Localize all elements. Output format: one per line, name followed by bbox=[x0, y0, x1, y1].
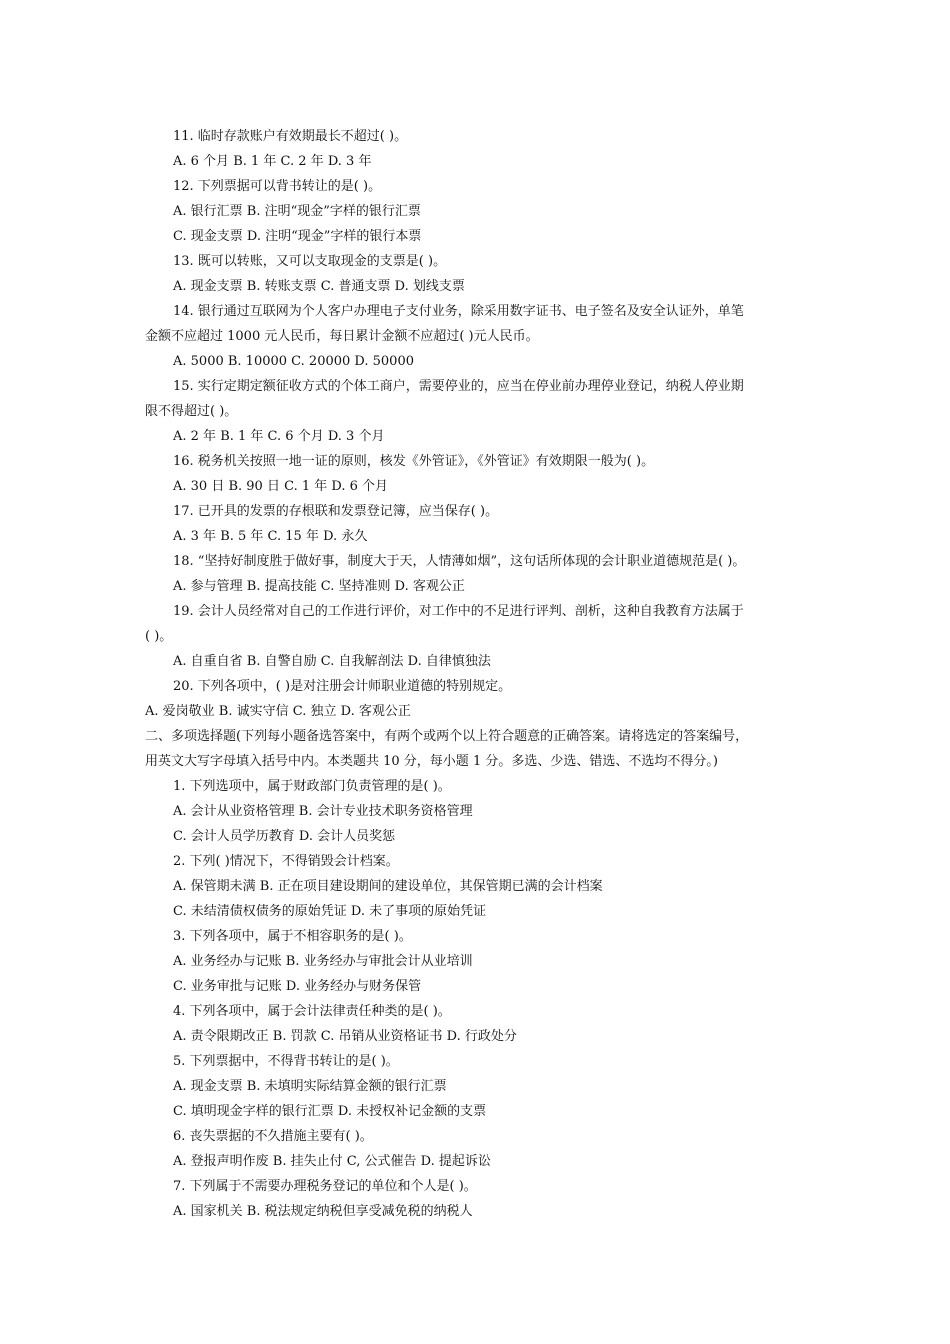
text-line: 11. 临时存款账户有效期最长不超过( )。 bbox=[173, 129, 408, 144]
text-line: 15. 实行定期定额征收方式的个体工商户，需要停业的，应当在停业前办理停业登记，纳税人停业期 bbox=[173, 379, 744, 394]
text-line: 限不得超过( )。 bbox=[145, 404, 238, 419]
text-line: C. 未结清债权债务的原始凭证 D. 未了事项的原始凭证 bbox=[173, 904, 487, 919]
text-line: 2. 下列( )情况下，不得销毁会计档案。 bbox=[173, 854, 399, 869]
text-line: 19. 会计人员经常对自己的工作进行评价，对工作中的不足进行评判、剖析，这种自我教育方法属于 bbox=[173, 604, 744, 619]
text-line: A. 5000 B. 10000 C. 20000 D. 50000 bbox=[173, 354, 414, 369]
text-line: A. 业务经办与记账 B. 业务经办与审批会计从业培训 bbox=[173, 954, 473, 969]
text-line: 14. 银行通过互联网为个人客户办理电子支付业务，除采用数字证书、电子签名及安全认证外，单笔 bbox=[173, 304, 744, 319]
text-line: C. 业务审批与记账 D. 业务经办与财务保管 bbox=[173, 979, 422, 994]
text-line: A. 国家机关 B. 税法规定纳税但享受减免税的纳税人 bbox=[173, 1204, 473, 1219]
text-line: A. 6 个月 B. 1 年 C. 2 年 D. 3 年 bbox=[173, 154, 372, 169]
text-line: A. 2 年 B. 1 年 C. 6 个月 D. 3 个月 bbox=[173, 429, 385, 444]
text-line: A. 自重自省 B. 自警自励 C. 自我解剖法 D. 自律慎独法 bbox=[173, 654, 491, 669]
text-line: 7. 下列属于不需要办理税务登记的单位和个人是( )。 bbox=[173, 1179, 477, 1194]
text-line: 用英文大写字母填入括号中内。本类题共 10 分，每小题 1 分。多选、少选、错选、不选均不得分。) bbox=[145, 754, 718, 769]
text-line: 12. 下列票据可以背书转让的是( )。 bbox=[173, 179, 382, 194]
text-line: 二、多项选择题(下列每小题备选答案中，有两个或两个以上符合题意的正确答案。请将选定的答案编号， bbox=[145, 729, 749, 744]
text-line: A. 责令限期改正 B. 罚款 C. 吊销从业资格证书 D. 行政处分 bbox=[173, 1029, 517, 1044]
text-line: 4. 下列各项中，属于会计法律责任种类的是( )。 bbox=[173, 1004, 451, 1019]
text-line: 6. 丧失票据的不久措施主要有( )。 bbox=[173, 1129, 373, 1144]
text-line: 20. 下列各项中，( )是对注册会计师职业道德的特别规定。 bbox=[173, 679, 512, 694]
text-line: 3. 下列各项中，属于不相容职务的是( )。 bbox=[173, 929, 412, 944]
text-line: 17. 已开具的发票的存根联和发票登记簿，应当保存( )。 bbox=[173, 504, 499, 519]
text-line: A. 3 年 B. 5 年 C. 15 年 D. 永久 bbox=[173, 529, 368, 544]
text-line: A. 现金支票 B. 未填明实际结算金额的银行汇票 bbox=[173, 1079, 447, 1094]
text-line: A. 登报声明作废 B. 挂失止付 C, 公式催告 D. 提起诉讼 bbox=[173, 1154, 491, 1169]
text-line: A. 会计从业资格管理 B. 会计专业技术职务资格管理 bbox=[173, 804, 473, 819]
text-line: C. 现金支票 D. 注明“现金”字样的银行本票 bbox=[173, 229, 422, 244]
text-line: C. 填明现金字样的银行汇票 D. 未授权补记金额的支票 bbox=[173, 1104, 487, 1119]
text-line: A. 银行汇票 B. 注明“现金”字样的银行汇票 bbox=[173, 204, 421, 219]
text-line: 18. “坚持好制度胜于做好事，制度大于天，人情薄如烟”，这句话所体现的会计职业道德规范是( )。 bbox=[173, 554, 746, 569]
text-line: 5. 下列票据中，不得背书转让的是( )。 bbox=[173, 1054, 399, 1069]
text-line: A. 爱岗敬业 B. 诚实守信 C. 独立 D. 客观公正 bbox=[145, 704, 411, 719]
text-line: 16. 税务机关按照一地一证的原则，核发《外管证》，《外管证》有效期限一般为( )。 bbox=[173, 454, 655, 469]
text-line: A. 保管期未满 B. 正在项目建设期间的建设单位，其保管期已满的会计档案 bbox=[173, 879, 603, 894]
text-line: C. 会计人员学历教育 D. 会计人员奖惩 bbox=[173, 829, 396, 844]
text-line: 1. 下列选项中，属于财政部门负责管理的是( )。 bbox=[173, 779, 451, 794]
text-line: A. 现金支票 B. 转账支票 C. 普通支票 D. 划线支票 bbox=[173, 279, 465, 294]
text-line: ( )。 bbox=[145, 629, 173, 644]
text-line: 金额不应超过 1000 元人民币，每日累计金额不应超过( )元人民币。 bbox=[145, 329, 539, 344]
document-page bbox=[145, 124, 815, 1224]
text-line: A. 参与管理 B. 提高技能 C. 坚持准则 D. 客观公正 bbox=[173, 579, 465, 594]
text-line: 13. 既可以转账，又可以支取现金的支票是( )。 bbox=[173, 254, 447, 269]
text-line: A. 30 日 B. 90 日 C. 1 年 D. 6 个月 bbox=[173, 479, 388, 494]
